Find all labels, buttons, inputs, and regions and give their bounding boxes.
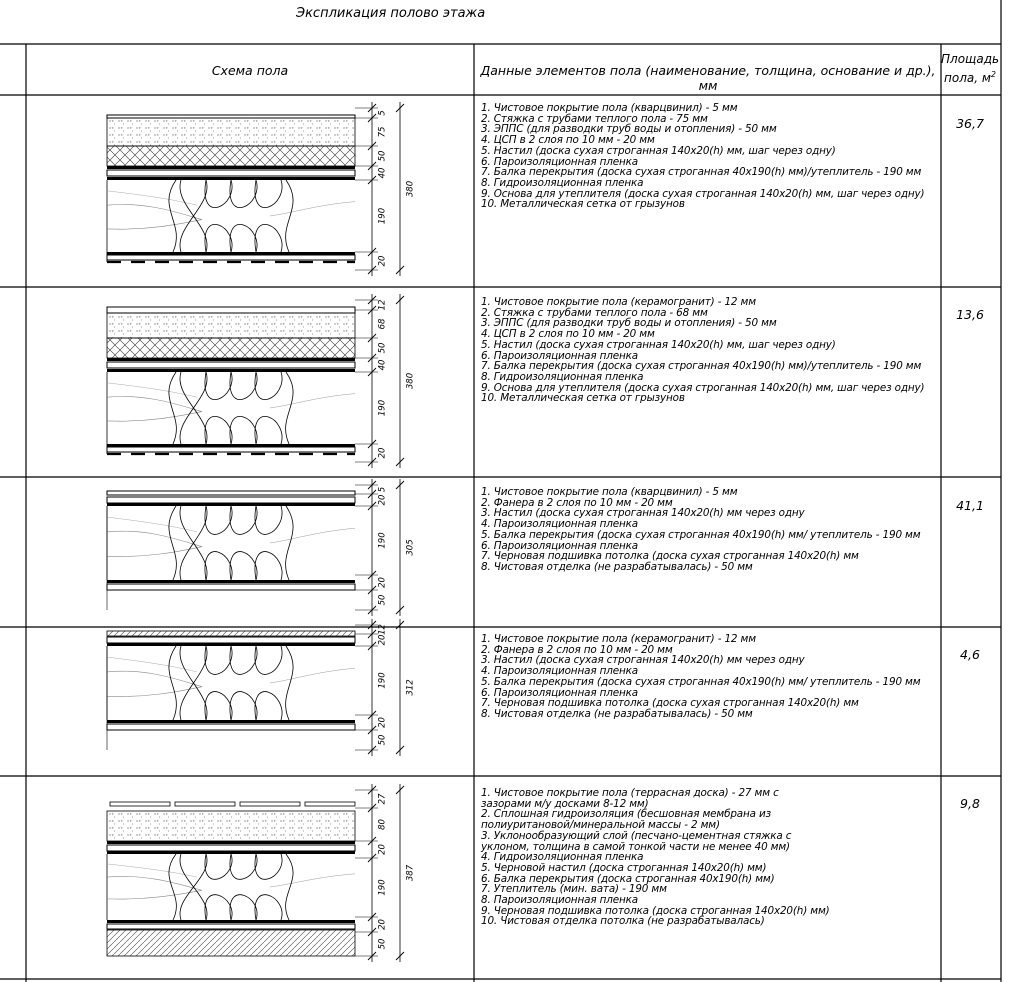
floor-3-description: 1. Чистовое покрытие пола (кварцвинил) - 5 мм 2. Фанера в 2 слоя по 10 мм - 20 мм 3. Настил (доска сухая строганная 140х20(h) мм через одну 4. Пароизоляционная пленка 5. Балка перекрытия (доска сухая строганная 40х190(h) мм/ утеплитель - 190 мм 6. Пароизоляционная пленка 7. Черновая подшивка потолка (доска сухая строганная 140х20(h) мм 8. Чистовая отделка (не разрабатывалась) - 50 мм — [481, 486, 921, 573]
floor-4-description: 1. Чистовое покрытие пола (керамогранит) - 12 мм 2. Фанера в 2 слоя по 10 мм - 20 мм 3. Настил (доска сухая строганная 140х20(h) мм через одну 4. Пароизоляционная пленка 5. Балка перекрытия (доска сухая строганная 40х190(h) мм/ утеплитель - 190 мм 6. Пароизоляционная пленка 7. Черновая подшивка потолка (доска сухая строганная 140х20(h) мм 8. Чистовая отделка (не разрабатывалась) - 50 мм — [481, 633, 921, 720]
floor-2-area: 13,6 — [956, 307, 984, 322]
floor-4-dim-5: 50 — [377, 734, 388, 746]
floor-5-total-thickness: 387 — [405, 864, 416, 882]
floor-5-dim-4: 190 — [377, 879, 388, 896]
floor-2-total-thickness: 380 — [405, 372, 416, 390]
floor-3-dim-3: 190 — [377, 532, 388, 549]
floor-4-dim-2: 20 — [377, 634, 388, 646]
header-floor-elements: Данные элементов пола (наименование, толщина, основание и др.), мм — [480, 63, 936, 93]
floor-2-section-drawing — [107, 294, 416, 468]
floor-1-dim-2: 75 — [377, 126, 388, 138]
floor-3-dim-5: 50 — [377, 594, 388, 606]
floor-2-dim-5: 190 — [377, 399, 388, 417]
floor-3-area: 41,1 — [956, 498, 984, 513]
floor-1-section-drawing — [107, 102, 416, 276]
header-floor-scheme: Схема пола — [211, 63, 289, 78]
page-title: Экспликация полово этажа — [296, 6, 486, 21]
floor-3-dim-2: 20 — [377, 494, 388, 506]
floor-1-area: 36,7 — [956, 116, 984, 131]
floor-1-dim-6: 20 — [377, 255, 388, 267]
floor-5-dim-3: 20 — [377, 844, 388, 855]
floor-5-dim-1: 27 — [377, 793, 388, 805]
floor-2-dim-2: 68 — [377, 318, 388, 330]
floor-2-dim-3: 50 — [377, 342, 388, 354]
floor-4-total-thickness: 312 — [405, 679, 416, 696]
floor-1-total-thickness: 380 — [405, 180, 416, 198]
header-floor-area — [941, 52, 999, 86]
floor-4-dim-4: 20 — [377, 717, 388, 728]
header-area-line1: Площадь — [941, 52, 1000, 66]
floor-5-section-drawing — [107, 784, 416, 962]
floor-5-dim-2: 80 — [377, 819, 388, 830]
floor-1-description: 1. Чистовое покрытие пола (кварцвинил) - 5 мм 2. Стяжка с трубами теплого пола - 75 мм 3. ЭППС (для разводки труб воды и отопления) - 50 мм 4. ЦСП в 2 слоя по 10 мм - 20 мм 5. Настил (доска сухая строганная 140х20(h) мм, шаг через одну) 6. Пароизоляционная пленка 7. Балка перекрытия (доска сухая строганная 40х190(h) мм)/утеплитель - 190 мм 8. Гидроизоляционная пленка 9. Основа для утеплителя (доска сухая строганная 140х20(h) мм, шаг через одну) 10. Металлическая сетка от грызунов — [481, 102, 925, 211]
floor-4-dim-3: 190 — [377, 672, 388, 689]
floor-4-area: 4,6 — [960, 647, 980, 662]
floor-2-dim-4: 40 — [377, 359, 388, 371]
floor-1-dim-3: 50 — [377, 150, 388, 162]
floor-2-dim-1: 12 — [377, 299, 388, 311]
floor-5-description: 1. Чистовое покрытие пола (террасная доска) - 27 мм с зазорами м/у досками 8-12 мм) 2. Сплошная гидроизоляция (бесшовная мембрана из полиуританoвой/минеральной массы - 2 мм) 3. Уклонообразующий слой (песчано-цементная стяжка с уклоном, толщина в самой тонкой части не менее 40 мм) 4. Гидроизоляционная пленка 5. Черновой настил (доска строганная 140х20(h) мм) 6. Балка перекрытия (доска строганная 40х190(h) мм) 7. Утеплитель (мин. вата) - 190 мм 8. Пароизоляционная пленка 9. Черновая подшивка потолка (доска строганная 140х20(h) мм) 10. Чистовая отделка потолка (не разрабатывалась) — [481, 787, 830, 928]
floor-4-section-drawing — [107, 619, 416, 756]
floor-1-dim-1: 5 — [377, 110, 388, 116]
floor-3-dim-1: 5 — [377, 486, 388, 493]
floor-1-dim-4: 40 — [377, 167, 388, 179]
floor-4-dim-1: 12 — [377, 624, 388, 635]
floor-2-description: 1. Чистовое покрытие пола (керамогранит) - 12 мм 2. Стяжка с трубами теплого пола - 68 мм 3. ЭППС (для разводки труб воды и отопления) - 50 мм 4. ЦСП в 2 слоя по 10 мм - 20 мм 5. Настил (доска сухая строганная 140х20(h) мм, шаг через одну) 6. Пароизоляционная пленка 7. Балка перекрытия (доска сухая строганная 40х190(h) мм)/утеплитель - 190 мм 8. Гидроизоляционная пленка 9. Основа для утеплителя (доска сухая строганная 140х20(h) мм, шаг через одну) 10. Металлическая сетка от грызунов — [481, 296, 925, 405]
floor-5-dim-6: 50 — [377, 938, 388, 950]
floor-3-total-thickness: 305 — [405, 539, 416, 556]
floor-3-section-drawing — [107, 479, 416, 616]
header-area-line2: пола, м — [944, 71, 991, 85]
floor-3-dim-4: 20 — [377, 577, 388, 588]
floor-2-dim-6: 20 — [377, 447, 388, 459]
floor-5-dim-5: 20 — [377, 919, 388, 930]
header-area-sup: 2 — [990, 70, 996, 79]
floor-5-area: 9,8 — [960, 796, 980, 811]
floor-1-dim-5: 190 — [377, 207, 388, 225]
